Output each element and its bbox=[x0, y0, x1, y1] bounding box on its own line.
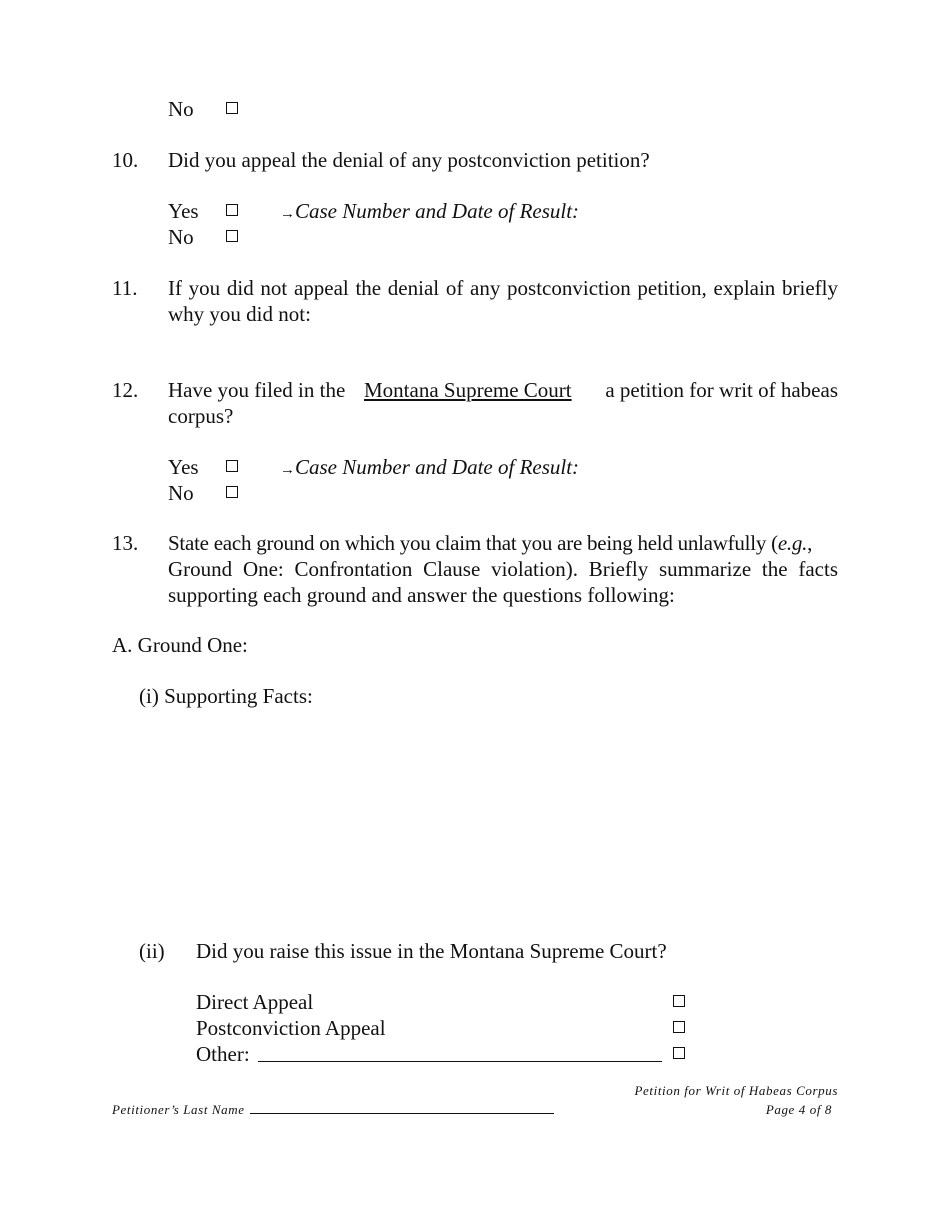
q10-number: 10. bbox=[112, 148, 139, 172]
q12-case-prompt bbox=[280, 454, 579, 483]
ground-one-heading: A. Ground One: bbox=[112, 633, 248, 657]
q13-line1 bbox=[168, 530, 838, 556]
choice-other-input-line[interactable] bbox=[258, 1061, 662, 1062]
q10-yes-label: Yes bbox=[168, 199, 199, 223]
q13-line3: supporting each ground and answer the questions following: bbox=[168, 583, 675, 607]
footer-name-input-line[interactable] bbox=[250, 1113, 554, 1114]
footer-page-number: Page 4 of 8 bbox=[765, 1102, 832, 1117]
q11-line2: why you did not: bbox=[168, 302, 311, 326]
arrow-icon: → bbox=[280, 462, 295, 478]
q12-yes-label: Yes bbox=[168, 455, 199, 479]
q12-line1-post: a petition for writ of habeas bbox=[605, 378, 838, 402]
q10-no-checkbox[interactable] bbox=[226, 230, 238, 242]
arrow-icon: → bbox=[280, 206, 295, 222]
q10-case-label: Case Number and Date of Result: bbox=[295, 199, 580, 223]
q13-line2: Ground One: Confrontation Clause violation). Briefly summarize the facts bbox=[168, 557, 838, 581]
footer-name-label: Petitioner’s Last Name bbox=[112, 1102, 245, 1117]
q10-yes-checkbox[interactable] bbox=[226, 204, 238, 216]
q13-line1-pre: State each ground on which you claim that you are being held unlawfully ( bbox=[168, 531, 778, 555]
choice-other-label: Other: bbox=[196, 1042, 250, 1066]
prev-no-label: No bbox=[168, 97, 194, 121]
sub-ii-label: (ii) bbox=[139, 939, 165, 963]
q10-no-label: No bbox=[168, 225, 194, 249]
q12-line2: corpus? bbox=[168, 404, 234, 428]
q10-case-prompt bbox=[280, 198, 579, 227]
q12-no-label: No bbox=[168, 481, 194, 505]
supporting-facts-label: (i) Supporting Facts: bbox=[139, 684, 313, 708]
q12-no-checkbox[interactable] bbox=[226, 486, 238, 498]
prev-no-checkbox[interactable] bbox=[226, 102, 238, 114]
q12-court-name: Montana Supreme Court bbox=[364, 378, 572, 402]
footer-name-field bbox=[112, 1102, 554, 1118]
choice-other-checkbox[interactable] bbox=[673, 1047, 685, 1059]
q11-line1: If you did not appeal the denial of any postconviction petition, explain briefly bbox=[168, 276, 838, 300]
q11-number: 11. bbox=[112, 276, 138, 300]
footer-form-title: Petition for Writ of Habeas Corpus bbox=[634, 1083, 838, 1098]
choice-postconviction-appeal-label: Postconviction Appeal bbox=[196, 1016, 386, 1040]
q12-line1-pre: Have you filed in the bbox=[168, 378, 346, 402]
q13-line1-post: , bbox=[807, 531, 813, 555]
choice-direct-appeal-label: Direct Appeal bbox=[196, 990, 314, 1014]
q10-text: Did you appeal the denial of any postconviction petition? bbox=[168, 148, 650, 172]
choice-direct-appeal-checkbox[interactable] bbox=[673, 995, 685, 1007]
q12-number: 12. bbox=[112, 378, 139, 402]
q13-number: 13. bbox=[112, 531, 139, 555]
choice-postconviction-appeal-checkbox[interactable] bbox=[673, 1021, 685, 1033]
q13-eg: e.g. bbox=[777, 531, 808, 555]
q12-case-label: Case Number and Date of Result: bbox=[295, 455, 580, 479]
q12-yes-checkbox[interactable] bbox=[226, 460, 238, 472]
sub-ii-question: Did you raise this issue in the Montana Supreme Court? bbox=[196, 939, 667, 963]
